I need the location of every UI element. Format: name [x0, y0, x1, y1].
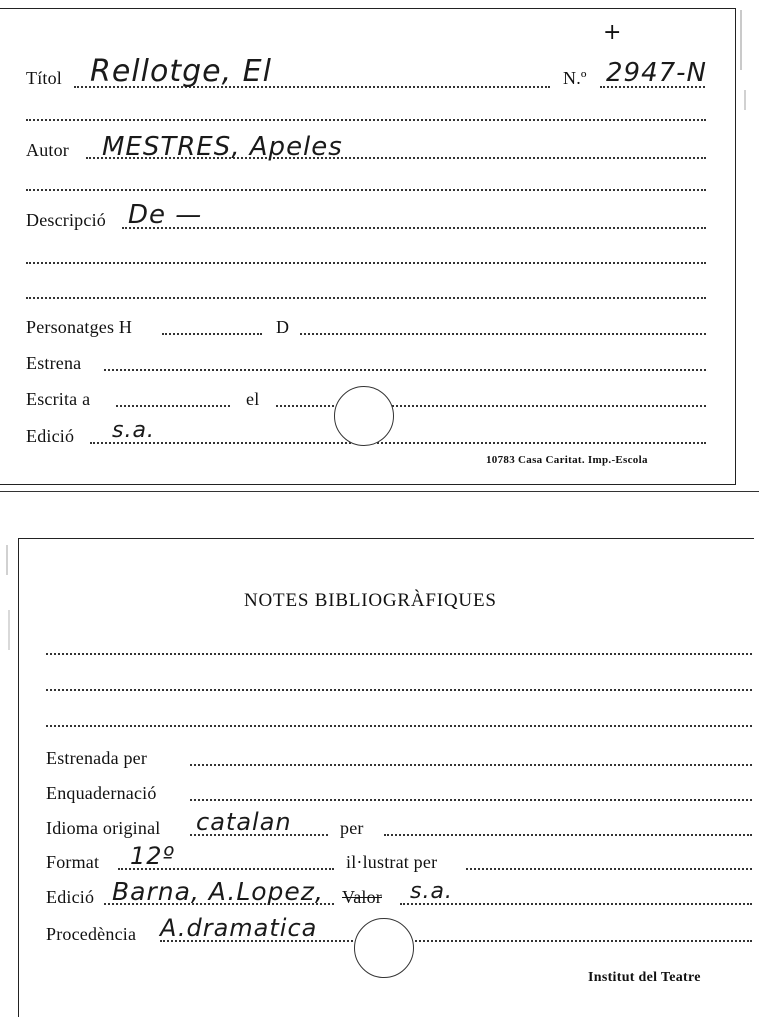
punch-hole: [354, 918, 414, 978]
titol-line-2: [26, 119, 706, 121]
format-label: Format: [46, 852, 100, 872]
escrita-line: [116, 405, 230, 407]
scan-edge-mark: [740, 10, 742, 70]
valor-label: Valor: [342, 887, 382, 907]
titol-value: Rellotge, El: [90, 54, 272, 89]
autor-label: Autor: [26, 140, 69, 160]
num-value: 2947-N: [606, 58, 707, 88]
notes-heading: NOTES BIBLIOGRÀFIQUES: [244, 590, 497, 611]
enquadernacio-line: [190, 799, 752, 801]
procedencia-label: Procedència: [46, 924, 137, 944]
personatges-d-line: [300, 333, 706, 335]
estrenada-line: [190, 764, 752, 766]
autor-line-2: [26, 189, 706, 191]
edicio-label: Edició: [26, 426, 75, 446]
titol-label: Títol: [26, 68, 62, 88]
illustrat-label: il·lustrat per: [346, 852, 438, 872]
format-value: 12º: [130, 842, 175, 870]
estrena-line: [104, 369, 706, 371]
institution-footer: Institut del Teatre: [588, 970, 701, 985]
descripcio-line-3: [26, 297, 706, 299]
descripcio-line-2: [26, 262, 706, 264]
edicio-line: [90, 442, 706, 444]
descripcio-label: Descripció: [26, 210, 106, 230]
valor-value: s.a.: [410, 879, 453, 904]
illustrat-line: [466, 868, 752, 870]
notes-line-3: [46, 725, 752, 727]
personatges-d-label: D: [276, 317, 290, 337]
edicio-value: s.a.: [112, 418, 155, 443]
enquadernacio-label: Enquadernació: [46, 783, 157, 803]
procedencia-value: A.dramatica: [160, 914, 318, 942]
escrita-label: Escrita a: [26, 389, 91, 409]
idioma-per-label: per: [340, 818, 364, 838]
edicio-back-label: Edició: [46, 887, 95, 907]
punch-hole: [334, 386, 394, 446]
idioma-per-line: [384, 834, 752, 836]
escrita-el-label: el: [246, 389, 260, 409]
top-mark: +: [603, 20, 622, 45]
scan-edge-mark: [6, 545, 8, 575]
scan-edge-mark: [8, 610, 10, 650]
num-label: N.º: [563, 68, 587, 88]
notes-line-1: [46, 653, 752, 655]
notes-line-2: [46, 689, 752, 691]
estrena-label: Estrena: [26, 353, 82, 373]
idioma-value: catalan: [196, 808, 292, 836]
scan-edge-mark: [744, 90, 746, 110]
idioma-label: Idioma original: [46, 818, 161, 838]
personatges-label: Personatges H: [26, 317, 133, 337]
estrenada-label: Estrenada per: [46, 748, 148, 768]
descripcio-value: De —: [128, 200, 203, 230]
edicio-back-value: Barna, A.Lopez,: [112, 877, 324, 906]
personatges-h-line: [162, 333, 262, 335]
scan-separator: [0, 491, 759, 492]
autor-value: MESTRES, Apeles: [102, 132, 343, 162]
printer-imprint: 10783 Casa Caritat. Imp.-Escola: [486, 454, 648, 466]
descripcio-line: [122, 227, 706, 229]
